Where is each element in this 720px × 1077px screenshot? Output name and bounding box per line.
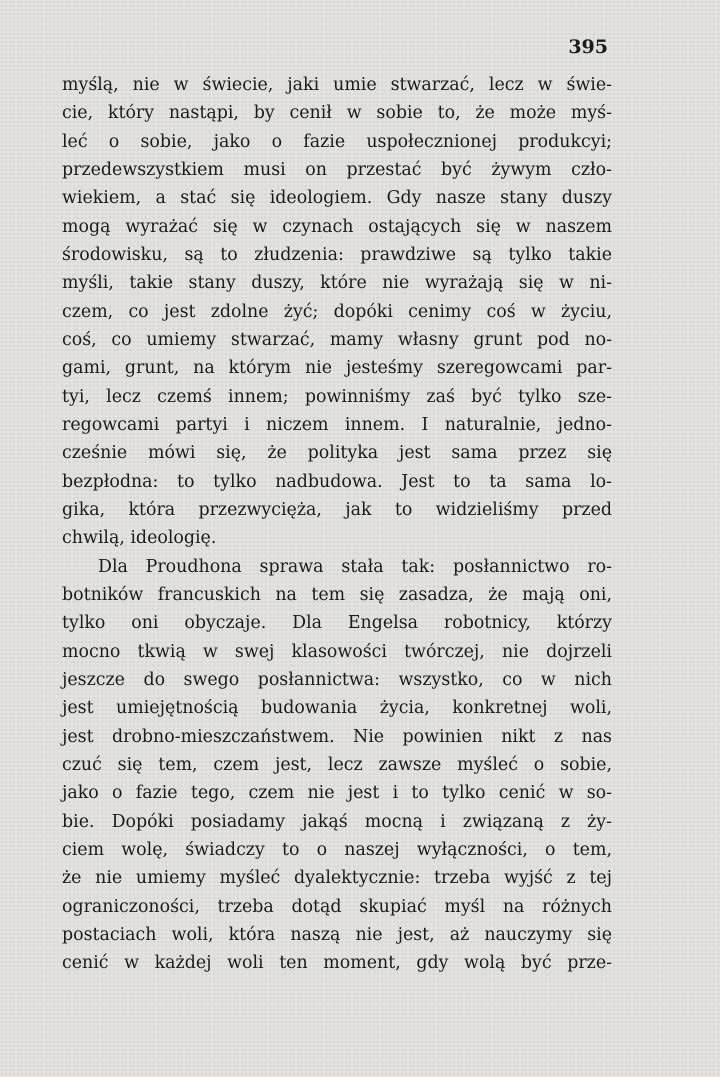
text-line: regowcami partyi i niczem innem. I naturalnie, jedno- — [62, 414, 612, 435]
body-text — [62, 71, 612, 978]
text-line: tyi, lecz czemś innem; powinniśmy zaś być tylko sze- — [62, 386, 612, 407]
text-line: ograniczoności, trzeba dotąd skupiać myśl na różnych — [62, 896, 612, 917]
text-line: przedewszystkiem musi on przestać być żywym czło- — [62, 159, 612, 180]
text-line: coś, co umiemy stwarzać, mamy własny grunt pod no- — [62, 329, 612, 350]
text-line: leć o sobie, jako o fazie uspołecznionej produkcyi; — [62, 131, 612, 152]
text-line: ciem wolę, świadczy to o naszej wyłączności, o tem, — [62, 839, 612, 860]
text-line: bezpłodna: to tylko nadbudowa. Jest to ta sama lo- — [62, 471, 612, 492]
text-line: czuć się tem, czem jest, lecz zawsze myśleć o sobie, — [62, 754, 612, 775]
paragraph-first-line: Dla Proudhona sprawa stała tak: posłannictwo ro- — [98, 556, 612, 577]
text-line: botników francuskich na tem się zasadza, że mają oni, — [62, 584, 612, 605]
text-line: jest drobno-mieszczaństwem. Nie powinien nikt z nas — [62, 726, 612, 747]
text-line: cie, który nastąpi, by cenił w sobie to, że może myś- — [62, 103, 612, 124]
text-line: mocno tkwią w swej klasowości twórczej, nie dojrzeli — [62, 641, 612, 662]
text-line: bie. Dopóki posiadamy jakąś mocną i związaną z ży- — [62, 811, 612, 832]
text-line: jako o fazie tego, czem nie jest i to tylko cenić w so- — [62, 783, 612, 804]
text-line: wiekiem, a stać się ideologiem. Gdy nasze stany duszy — [62, 188, 612, 209]
page-number: 395 — [568, 36, 608, 58]
text-line: jeszcze do swego posłannictwa: wszystko, co w nich — [62, 669, 612, 690]
text-line: jest umiejętnością budowania życia, konkretnej woli, — [62, 698, 612, 719]
text-line: cenić w każdej woli ten moment, gdy wolą być prze- — [62, 953, 612, 974]
text-line: czem, co jest zdolne żyć; dopóki cenimy coś w życiu, — [62, 301, 612, 322]
text-line: gika, która przezwycięża, jak to widzieliśmy przed — [62, 499, 612, 520]
text-line: środowisku, są to złudzenia: prawdziwe są tylko takie — [62, 244, 612, 265]
text-line: gami, grunt, na którym nie jesteśmy szeregowcami par- — [62, 358, 612, 379]
text-line: tylko oni obyczaje. Dla Engelsa robotnicy, którzy — [62, 613, 612, 634]
text-line: myślą, nie w świecie, jaki umie stwarzać, lecz w świe- — [62, 75, 612, 95]
paragraph-end-line: chwilą, ideologię. — [62, 528, 217, 549]
text-line: że nie umiemy myśleć dyalektycznie: trzeba wyjść z tej — [62, 868, 612, 889]
text-line: cześnie mówi się, że polityka jest sama przez się — [62, 443, 612, 464]
text-line: postaciach woli, która naszą nie jest, aż nauczymy się — [62, 924, 612, 945]
text-line: mogą wyrażać się w czynach ostających się w naszem — [62, 216, 612, 237]
text-line: myśli, takie stany duszy, które nie wyrażają się w ni- — [62, 273, 612, 294]
